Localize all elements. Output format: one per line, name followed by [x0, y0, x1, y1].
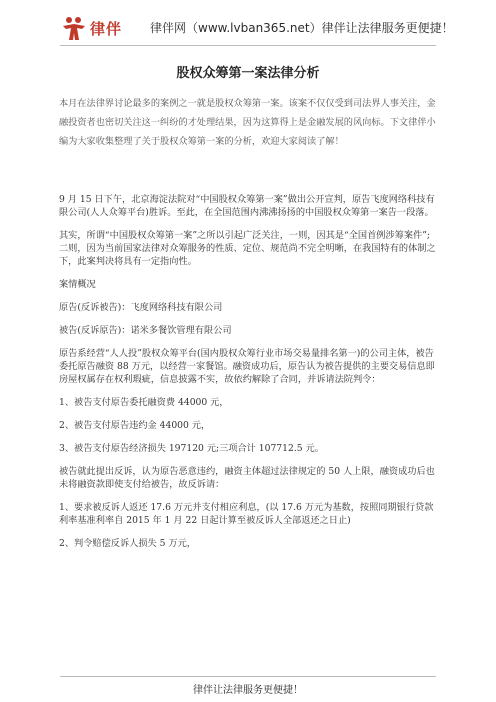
article-body [59, 193, 439, 560]
page-title: 股权众筹第一案法律分析 [176, 66, 320, 81]
paragraph: 被告就此提出反诉，认为原告恶意违约，融资主体超过法律规定的 50 人上限，融资成功后也未将融资款即使支付给被告，故反诉请： [59, 466, 435, 490]
header-slogan: 律伴网（www.lvban365.net）律伴让法律服务更便捷！ [150, 21, 454, 35]
paragraph: 原告系经营“人人投”股权众筹平台(国内股权众筹行业市场交易量排名第一)的公司主体，被告委托原告融资 88 万元，以经营一家餐馆。融资成功后，原告认为被告提供的主要交易信息即房屋权属存在权利瑕疵，信息披露不实，故依约解除了合同，并诉请法院判令： [59, 348, 435, 385]
claim-item: 1、被告支付原告委托融资费 44000 元， [59, 397, 229, 408]
logo-people-icon [60, 14, 88, 42]
plaintiff-line: 原告(反诉被告)：飞度网络科技有限公司 [59, 302, 223, 313]
paragraph: 9 月 15 日下午，北京海淀法院对“中国股权众筹第一案”做出公开宣判，原告飞度网络科技有限公司(人人众筹平台)胜诉。至此，在全国范围内沸沸扬扬的中国股权众筹第一案告一段落。 [59, 194, 435, 218]
defendant-line: 被告(反诉原告)：诺米多餐饮管理有限公司 [59, 325, 232, 336]
claim-item: 3、被告支付原告经济损失 197120 元;三项合计 107712.5 元。 [59, 443, 324, 454]
claim-item: 2、被告支付原告违约金 44000 元， [59, 420, 211, 431]
counterclaim-item: 2、判令赔偿反诉人损失 5 万元， [59, 538, 196, 549]
logo-text: 律伴 [90, 19, 123, 38]
page-footer: 律伴让法律服务更便捷！ [193, 685, 303, 696]
intro-paragraph: 本月在法律界讨论最多的案例之一就是股权众筹第一案。该案不仅仅受到司法界人事关注，金融投资者也密切关注这一纠纷的才处理结果，因为这算得上是金融发展的风向标。下文律伴小编为大家收集整理了关于股权众筹第一案的分析，欢迎大家阅读了解！ [59, 98, 436, 147]
intro-section [59, 94, 437, 151]
paragraph: 其实，所谓“中国股权众筹第一案”之所以引起广泛关注，一则，因其是“全国首例涉筹案件”;二则，因为当前国家法律对众筹服务的性质、定位、规范尚不完全明晰，在我国特有的体制之下，此案判决将具有一定指向性。 [59, 230, 436, 267]
footer-divider [60, 676, 436, 677]
logo[interactable] [60, 14, 122, 42]
header-divider [60, 45, 436, 46]
section-heading: 案情概况 [59, 279, 96, 290]
counterclaim-item: 1、要求被反诉人返还 17.6 万元并支付相应利息，(以 17.6 万元为基数，按照同期银行贷款利率基准利率自 2015 年 1 月 22 日起计算至被反诉人全部返还之日止) [59, 502, 434, 526]
page-header [60, 14, 454, 44]
